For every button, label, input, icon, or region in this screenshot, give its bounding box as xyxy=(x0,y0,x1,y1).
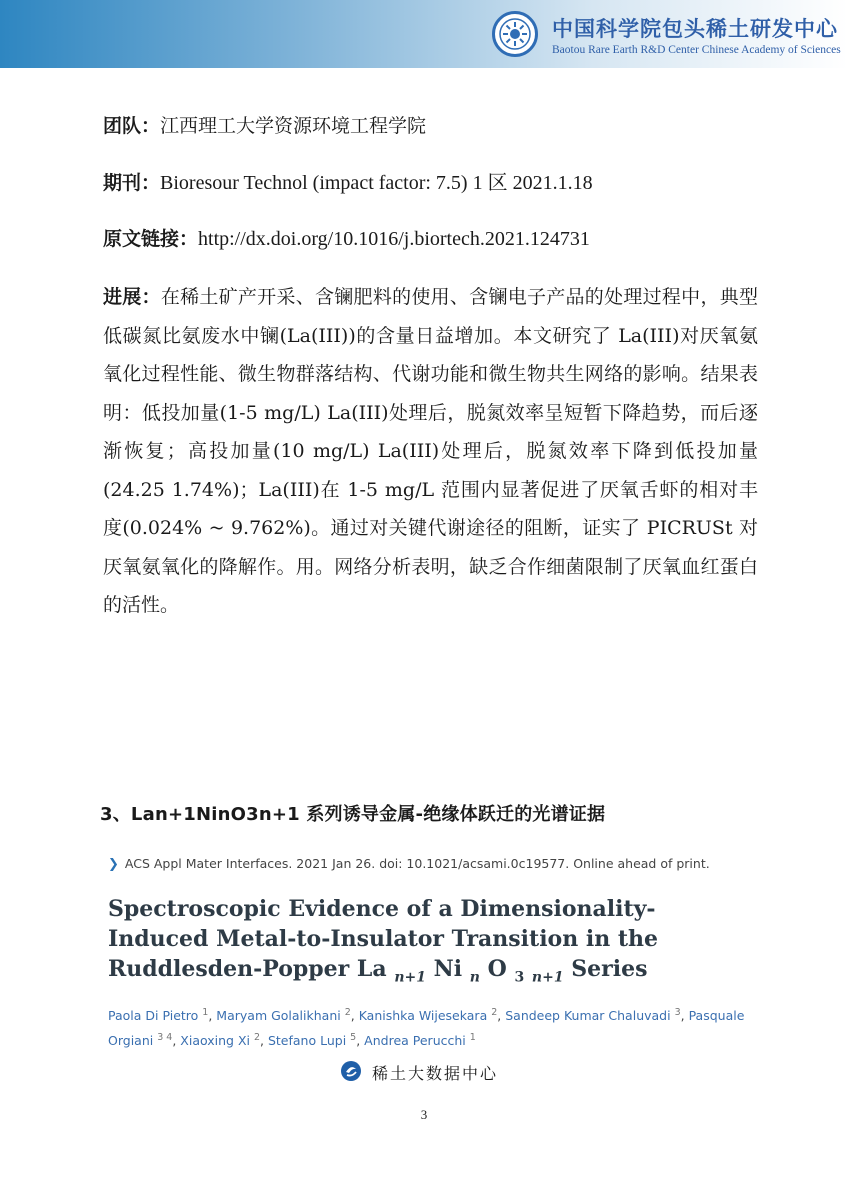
pubmed-article-card xyxy=(108,852,748,1049)
footer-brand xyxy=(340,1058,540,1084)
author-affiliation: 1 xyxy=(202,1007,209,1018)
author-separator: , xyxy=(208,1008,217,1024)
team-line xyxy=(103,112,763,140)
author-name: Stefano Lupi xyxy=(267,1033,347,1049)
author-separator: , xyxy=(680,1008,689,1024)
author-list xyxy=(108,1002,748,1052)
author-name: Xiaoxing Xi xyxy=(180,1033,250,1049)
author-name: Kanishka Wijesekara xyxy=(358,1008,488,1024)
author-affiliation: 2 xyxy=(491,1007,498,1018)
title-subscript: 3 xyxy=(514,969,525,986)
author-separator: , xyxy=(172,1033,181,1049)
team-label: 团队： xyxy=(103,115,161,137)
journal-citation: ACS Appl Mater Interfaces. 2021 Jan 26. doi: 10.1021/acsami.0c19577. Online ahead of print. xyxy=(124,856,710,871)
journal-label: 期刊： xyxy=(103,172,161,194)
author-affiliation: 2 xyxy=(344,1007,351,1018)
journal-value: Bioresour Technol (impact factor: 7.5) 1 区 2021.1.18 xyxy=(160,172,593,194)
author-separator: , xyxy=(350,1008,359,1024)
page-number: 3 xyxy=(420,1107,428,1122)
author-separator: , xyxy=(356,1033,365,1049)
link-line xyxy=(103,225,763,253)
author-affiliation: 3 xyxy=(674,1007,681,1018)
article-title xyxy=(108,894,748,992)
author-name: Maryam Golalikhani xyxy=(216,1008,341,1024)
author-name: Andrea Perucchi xyxy=(364,1033,466,1049)
doi-link[interactable]: http://dx.doi.org/10.1016/j.biortech.2021.124731 xyxy=(198,228,590,250)
team-value: 江西理工大学资源环境工程学院 xyxy=(160,115,427,137)
title-end: Series xyxy=(571,956,648,982)
author-affiliation: 2 xyxy=(253,1032,261,1044)
org-name-cn: 中国科学院包头稀土研发中心 xyxy=(552,16,838,41)
title-element: O xyxy=(487,956,507,982)
title-subscript: n+1 xyxy=(394,969,426,986)
title-main: Spectroscopic Evidence of a Dimensionality-Induced Metal-to-Insulator Transition in the Ruddlesden-Popper La xyxy=(108,896,659,982)
title-subscript: n xyxy=(469,969,480,986)
chevron-right-icon: ❯ xyxy=(108,857,119,872)
journal-line xyxy=(103,169,763,197)
author-link[interactable] xyxy=(268,1033,356,1048)
author-separator: , xyxy=(260,1033,268,1049)
author-affiliation: 5 xyxy=(350,1032,357,1044)
journal-citation-line[interactable] xyxy=(108,856,710,872)
author-link[interactable] xyxy=(180,1033,260,1048)
org-name-en: Baotou Rare Earth R&D Center Chinese Academy of Sciences xyxy=(552,44,841,56)
link-label: 原文链接： xyxy=(103,228,199,250)
author-name: Paola Di Pietro xyxy=(108,1008,199,1024)
author-link[interactable] xyxy=(505,1008,680,1023)
cas-seal-icon xyxy=(492,11,538,57)
progress-paragraph xyxy=(103,278,758,625)
footer-brand-text: 稀土大数据中心 xyxy=(372,1064,499,1083)
author-link[interactable] xyxy=(108,1008,208,1023)
author-affiliation: 3 4 xyxy=(157,1032,173,1044)
author-affiliation: 1 xyxy=(469,1032,476,1044)
progress-label: 进展： xyxy=(103,286,161,308)
title-subscript: n+1 xyxy=(531,969,564,986)
progress-text: 在稀土矿产开采、含镧肥料的使用、含镧电子产品的处理过程中，典型低碳氮比氨废水中镧(La(III))的含量日益增加。本文研究了 La(III)对厌氧氨氧化过程性能、微生物群落结构、代谢功能和微生物共生网络的影响。结果表明：低投加量(1-5 mg/L) La(III)处理后，脱氮效率呈短暂下降趋势，而后逐渐恢复；高投加量(10 mg/L) La(III)处理后，脱氮效率下降到低投加量(24.25 1.74%)；La(III)在 1-5 mg/L 范围内显著促进了厌氧舌虾的相对丰度(0.024% ~ 9.762%)。通过对关键代谢途径的阻断，证实了 PICRUSt 对厌氧氨氧化的降解作。用。网络分析表明，缺乏合作细菌限制了厌氧血红蛋白的活性。 xyxy=(103,286,758,616)
section-heading: 3、Lan+1NinO3n+1 系列诱导金属-绝缘体跃迁的光谱证据 xyxy=(100,804,606,825)
author-name: Pasquale Orgiani xyxy=(108,1008,745,1049)
author-name: Sandeep Kumar Chaluvadi xyxy=(505,1008,671,1024)
author-separator: , xyxy=(497,1008,506,1024)
author-link[interactable] xyxy=(359,1008,498,1023)
author-link[interactable] xyxy=(364,1033,476,1048)
title-element: Ni xyxy=(433,956,463,982)
author-link[interactable] xyxy=(216,1008,350,1023)
data-center-logo-icon xyxy=(340,1060,362,1082)
